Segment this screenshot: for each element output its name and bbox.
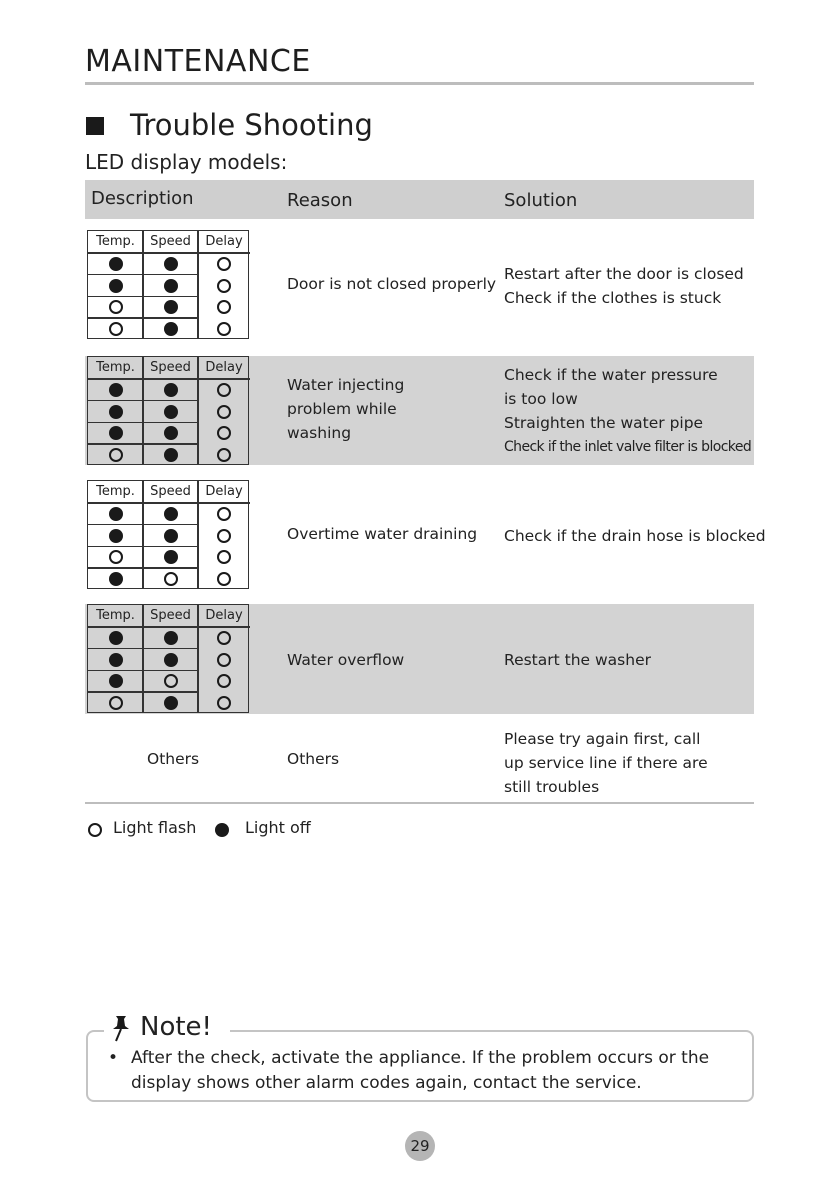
solution-line: Check if the water pressure is too low bbox=[504, 366, 718, 408]
table-bottom-rule bbox=[85, 802, 754, 804]
light-off-dot-icon bbox=[109, 653, 123, 667]
grid-line bbox=[88, 567, 198, 569]
solution-line: Check if the drain hose is blocked bbox=[504, 527, 766, 545]
light-flash-dot-icon bbox=[109, 322, 123, 336]
light-flash-dot-icon bbox=[217, 322, 231, 336]
section-title: Trouble Shooting bbox=[130, 108, 373, 142]
led-header-delay: Delay bbox=[205, 484, 243, 499]
light-flash-dot-icon bbox=[109, 696, 123, 710]
page-header-title: MAINTENANCE bbox=[85, 44, 311, 79]
solution-text bbox=[504, 727, 719, 799]
grid-line bbox=[142, 357, 144, 464]
solution-line: Please try again first, call up service line if there are still troubles bbox=[504, 730, 708, 796]
bullet-icon: • bbox=[108, 1048, 119, 1068]
light-off-dot-icon bbox=[109, 572, 123, 586]
reason-text: Water injecting problem while washing bbox=[287, 376, 405, 442]
grid-line bbox=[88, 524, 198, 526]
description-text: Others bbox=[147, 750, 200, 768]
light-flash-dot-icon bbox=[217, 448, 231, 462]
led-grid bbox=[87, 356, 249, 465]
grid-line bbox=[142, 231, 144, 338]
grid-line bbox=[88, 422, 198, 424]
light-off-dot-icon bbox=[109, 383, 123, 397]
led-header-delay: Delay bbox=[205, 608, 243, 623]
grid-line bbox=[142, 605, 144, 712]
note-body: After the check, activate the appliance. If the problem occurs or the display shows other alarm codes again, contact the service. bbox=[131, 1048, 710, 1093]
light-off-dot-icon bbox=[164, 653, 178, 667]
light-off-dot-icon bbox=[164, 696, 178, 710]
solution-line: Check if the clothes is stuck bbox=[504, 289, 722, 307]
led-header-temp: Temp. bbox=[96, 234, 135, 249]
grid-line bbox=[88, 317, 198, 319]
light-flash-dot-icon bbox=[217, 572, 231, 586]
reason-text: Door is not closed properly bbox=[287, 275, 497, 293]
note-title: Note! bbox=[140, 1012, 212, 1042]
light-off-dot-icon bbox=[164, 322, 178, 336]
grid-line bbox=[88, 378, 250, 380]
column-header-description: Description bbox=[91, 188, 194, 209]
solution-text bbox=[504, 524, 766, 548]
light-flash-dot-icon bbox=[164, 572, 178, 586]
page-number: 29 bbox=[405, 1131, 435, 1161]
light-off-dot-icon bbox=[164, 279, 178, 293]
led-header-speed: Speed bbox=[150, 234, 191, 249]
light-flash-dot-icon bbox=[109, 300, 123, 314]
led-header-speed: Speed bbox=[150, 608, 191, 623]
light-off-dot-icon bbox=[109, 426, 123, 440]
light-flash-dot-icon bbox=[164, 674, 178, 688]
grid-line bbox=[197, 605, 199, 712]
grid-line bbox=[88, 252, 250, 254]
light-off-dot-icon bbox=[109, 507, 123, 521]
light-flash-dot-icon bbox=[217, 653, 231, 667]
light-flash-dot-icon bbox=[217, 426, 231, 440]
led-grid bbox=[87, 480, 249, 589]
header-divider bbox=[85, 82, 754, 85]
led-header-temp: Temp. bbox=[96, 360, 135, 375]
led-header-speed: Speed bbox=[150, 360, 191, 375]
grid-line bbox=[88, 502, 250, 504]
light-flash-dot-icon bbox=[109, 448, 123, 462]
pushpin-icon bbox=[108, 1013, 134, 1043]
light-off-dot-icon bbox=[164, 405, 178, 419]
table-header bbox=[85, 180, 754, 219]
led-header-temp: Temp. bbox=[96, 484, 135, 499]
light-flash-dot-icon bbox=[217, 405, 231, 419]
light-off-dot-icon bbox=[164, 507, 178, 521]
light-off-dot-icon bbox=[109, 529, 123, 543]
reason-text: Overtime water draining bbox=[287, 525, 478, 543]
light-off-dot-icon bbox=[164, 257, 178, 271]
light-off-dot-icon bbox=[164, 448, 178, 462]
led-header-delay: Delay bbox=[205, 360, 243, 375]
light-flash-dot-icon bbox=[217, 279, 231, 293]
light-flash-dot-icon bbox=[217, 529, 231, 543]
light-flash-dot-icon bbox=[217, 300, 231, 314]
grid-line bbox=[88, 691, 198, 693]
solution-line: Restart the washer bbox=[504, 651, 651, 669]
grid-line bbox=[88, 670, 198, 672]
light-flash-dot-icon bbox=[109, 550, 123, 564]
light-off-dot-icon bbox=[109, 631, 123, 645]
light-flash-dot-icon bbox=[217, 507, 231, 521]
light-off-dot-icon bbox=[164, 300, 178, 314]
solution-line: Check if the inlet valve filter is blocked bbox=[504, 439, 752, 455]
solution-line: Restart after the door is closed bbox=[504, 265, 744, 283]
column-header-solution: Solution bbox=[504, 190, 578, 211]
grid-line bbox=[88, 274, 198, 276]
grid-line bbox=[88, 400, 198, 402]
legend-flash-label: Light flash bbox=[113, 818, 197, 837]
light-flash-dot-icon bbox=[217, 631, 231, 645]
solution-text bbox=[504, 363, 752, 459]
section-subtitle: LED display models: bbox=[85, 150, 288, 174]
light-off-dot-icon bbox=[109, 257, 123, 271]
light-off-dot-icon bbox=[109, 279, 123, 293]
light-flash-dot-icon bbox=[217, 696, 231, 710]
solution-text bbox=[504, 648, 651, 672]
grid-line bbox=[197, 231, 199, 338]
light-off-dot-icon bbox=[164, 550, 178, 564]
light-flash-dot-icon bbox=[217, 383, 231, 397]
grid-line bbox=[88, 546, 198, 548]
grid-line bbox=[88, 296, 198, 298]
led-header-delay: Delay bbox=[205, 234, 243, 249]
led-grid bbox=[87, 604, 249, 713]
solution-line: Straighten the water pipe bbox=[504, 414, 704, 432]
light-flash-circle-icon bbox=[88, 823, 102, 837]
light-off-dot-icon bbox=[164, 529, 178, 543]
light-flash-dot-icon bbox=[217, 550, 231, 564]
reason-text: Water overflow bbox=[287, 651, 405, 669]
note-text bbox=[108, 1046, 753, 1096]
solution-text bbox=[504, 262, 744, 310]
grid-line bbox=[197, 481, 199, 588]
led-header-speed: Speed bbox=[150, 484, 191, 499]
led-grid bbox=[87, 230, 249, 339]
light-flash-dot-icon bbox=[217, 674, 231, 688]
grid-line bbox=[197, 357, 199, 464]
light-off-circle-icon bbox=[215, 823, 229, 837]
grid-line bbox=[88, 626, 250, 628]
light-flash-dot-icon bbox=[217, 257, 231, 271]
grid-line bbox=[88, 648, 198, 650]
section-bullet-square-icon bbox=[86, 117, 104, 135]
light-off-dot-icon bbox=[109, 405, 123, 419]
light-off-dot-icon bbox=[164, 383, 178, 397]
reason-text: Others bbox=[287, 750, 340, 768]
grid-line bbox=[88, 443, 198, 445]
light-off-dot-icon bbox=[109, 674, 123, 688]
legend-off-label: Light off bbox=[245, 818, 311, 837]
column-header-reason: Reason bbox=[287, 190, 353, 211]
light-off-dot-icon bbox=[164, 426, 178, 440]
light-off-dot-icon bbox=[164, 631, 178, 645]
led-header-temp: Temp. bbox=[96, 608, 135, 623]
grid-line bbox=[142, 481, 144, 588]
